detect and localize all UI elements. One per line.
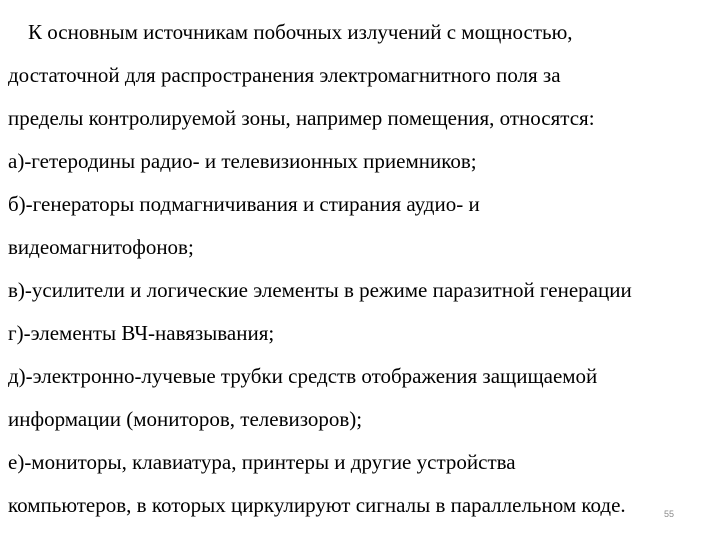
list-item-e-line-1: д)-электронно-лучевые трубки средств отображения защищаемой (8, 364, 598, 388)
list-item-e-line-2: информации (мониторов, телевизоров); (8, 407, 363, 431)
list-item-a: а)-гетеродины радио- и телевизионных приемников; (8, 149, 477, 173)
page-number: 55 (664, 509, 675, 519)
list-item-c: в)-усилители и логические элементы в режиме паразитной генерации (8, 278, 632, 302)
paragraph-intro-line-2: достаточной для распространения электромагнитного поля за (8, 63, 561, 87)
paragraph-intro-line-1: К основным источникам побочных излучений с мощностью, (28, 20, 573, 44)
list-item-d: г)-элементы ВЧ-навязывания; (8, 321, 275, 345)
list-item-b-line-2: видеомагнитофонов; (8, 235, 194, 259)
paragraph-intro-line-3: пределы контролируемой зоны, например помещения, относятся: (8, 106, 595, 130)
list-item-b-line-1: б)-генераторы подмагничивания и стирания аудио- и (8, 192, 480, 216)
list-item-f-line-1: е)-мониторы, клавиатура, принтеры и другие устройства (8, 450, 516, 474)
list-item-f-line-2: компьютеров, в которых циркулируют сигналы в параллельном коде. (8, 493, 626, 517)
